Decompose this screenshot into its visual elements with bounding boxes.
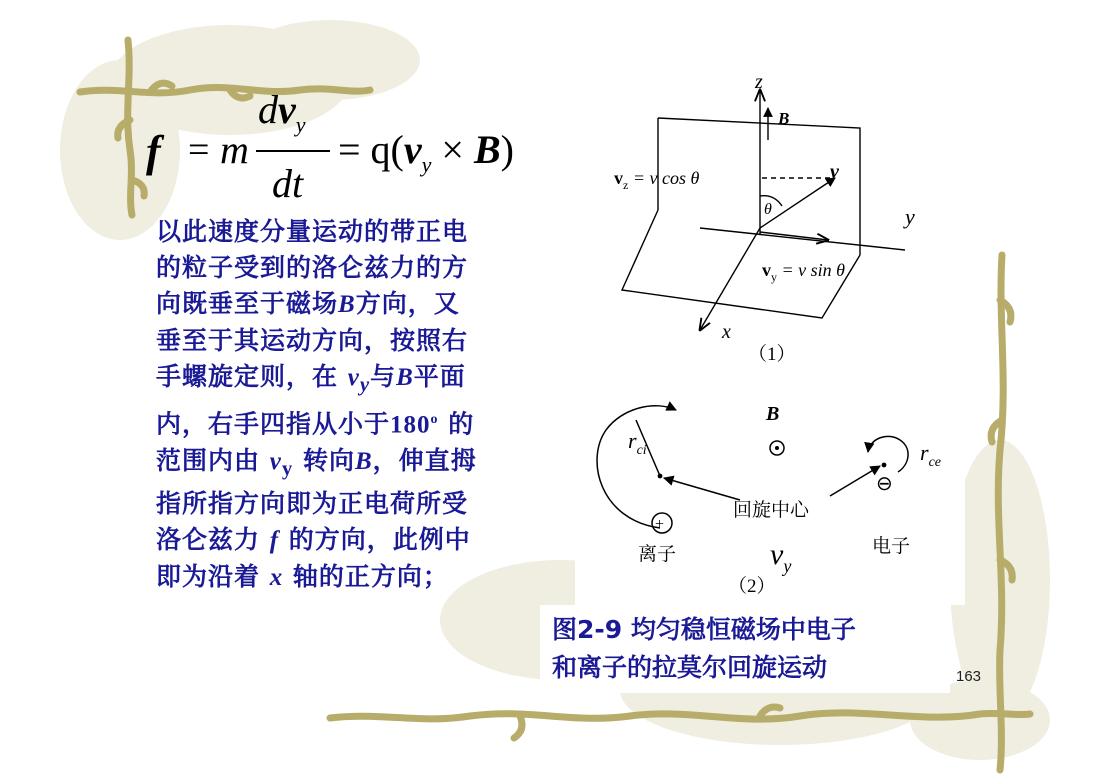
text-line-3a: 向既垂至于磁场	[156, 289, 339, 318]
fig2-plus-sign: +	[655, 516, 665, 533]
formula-force-symbol: f	[146, 127, 161, 176]
text-line-7a: 范围内由	[156, 446, 270, 476]
fig1-z-label: z	[755, 71, 763, 93]
text-line-5b: 与	[370, 362, 397, 391]
fig2-arrow-to-electron	[830, 466, 880, 496]
formula-denominator: dt	[272, 161, 304, 206]
caption-line-2: 和离子的拉莫尔回旋运动	[552, 653, 828, 682]
text-line-9-f: f	[269, 527, 280, 555]
text-line-7c: ，伸直拇	[372, 446, 477, 476]
fig1-number: （1）	[748, 344, 796, 365]
fig1-theta-label: θ	[764, 201, 772, 218]
figure-2-labels	[628, 403, 941, 597]
text-line-7b: 转向	[293, 446, 355, 476]
text-line-3-B: B	[338, 291, 356, 318]
fig2-electron-label: 电子	[872, 535, 911, 557]
formula-rhs-suffix: )	[500, 127, 514, 172]
formula-num-d: d	[258, 87, 278, 132]
text-line-5a: 手螺旋定则，在	[156, 362, 348, 391]
text-line-5-v: v	[347, 364, 360, 391]
text-line-1: 以此速度分量运动的带正电	[156, 217, 469, 246]
text-line-5-sub: y	[359, 372, 371, 396]
text-line-6a: 内，右手四指从小于	[156, 409, 391, 439]
fig2-electron-orbit	[868, 436, 908, 472]
text-line-6-sup: o	[430, 412, 439, 427]
fig1-v-label: v	[830, 161, 839, 183]
fig2-vy-label: $v_y$	[770, 538, 792, 576]
formula-rhs-v: v	[403, 127, 422, 172]
text-line-9a: 洛仑兹力	[156, 525, 270, 555]
fig2-B-dot	[775, 446, 779, 450]
fig2-electron-center-dot	[882, 463, 887, 468]
text-line-4: 垂至于其运动方向，按照右	[156, 326, 469, 355]
figure-2-fills	[658, 446, 887, 478]
fig2-center-label: 回旋中心	[733, 499, 810, 521]
formula-rhs-sub: y	[421, 152, 432, 177]
formula-rhs-B: B	[473, 127, 501, 172]
text-line-10b: 轴的正方向；	[283, 562, 449, 592]
text-line-9b: 的方向，此例中	[279, 525, 471, 555]
figure-1-labels	[614, 71, 915, 365]
fig1-x-label: x	[722, 321, 731, 343]
caption-line-1: 图2-9 均匀稳恒磁场中电子	[552, 615, 856, 644]
fig2-ion-center-dot	[658, 474, 663, 479]
text-line-2: 的粒子受到的洛仑兹力的方	[156, 253, 469, 282]
formula-num-sub: y	[295, 112, 306, 137]
fig1-vy-label: $v_y = v$ sin θ	[762, 260, 845, 284]
fig1-B-label: B	[778, 109, 790, 128]
text-line-7-v: v	[269, 448, 282, 476]
formula-equals: =	[188, 129, 210, 171]
fig2-minus-sign: ⊖	[876, 473, 893, 495]
formula-rhs-cross: ×	[431, 127, 474, 172]
fig2-arrow-to-ion	[664, 478, 740, 500]
text-line-5-B: B	[396, 364, 414, 391]
fig1-vz-label: $v_z = v$ cos θ	[614, 168, 700, 192]
text-line-8: 指所指方向即为正电荷所受	[156, 489, 469, 519]
fig2-rci-label: $r_{ci}$	[628, 428, 647, 458]
fig2-number: （2）	[728, 576, 776, 597]
text-line-6-num: 180	[390, 411, 431, 439]
text-line-7-B: B	[354, 448, 373, 476]
text-line-7-sub: y	[281, 456, 294, 481]
fig1-y-axis	[700, 228, 905, 250]
formula-num-v: v	[278, 87, 296, 132]
fig1-x-axis	[700, 228, 760, 330]
formula-rhs-prefix: = q(	[338, 127, 404, 172]
text-line-6b: 的	[438, 409, 475, 439]
text-line-3b: 方向，又	[355, 289, 460, 318]
fig2-ion-orbit	[597, 406, 676, 528]
page-number: 163	[956, 668, 982, 685]
fig1-y-label: y	[905, 204, 915, 229]
fig2-ion-label: 离子	[638, 543, 677, 565]
figure-caption	[540, 605, 950, 693]
fig2-rce-label: $r_{ce}$	[920, 440, 941, 470]
text-line-5c: 平面	[413, 362, 466, 391]
fig2-B-label: B	[766, 403, 780, 425]
text-line-10-x: x	[269, 564, 284, 592]
text-line-10a: 即为沿着	[156, 562, 270, 592]
formula-mass: m	[220, 127, 249, 172]
